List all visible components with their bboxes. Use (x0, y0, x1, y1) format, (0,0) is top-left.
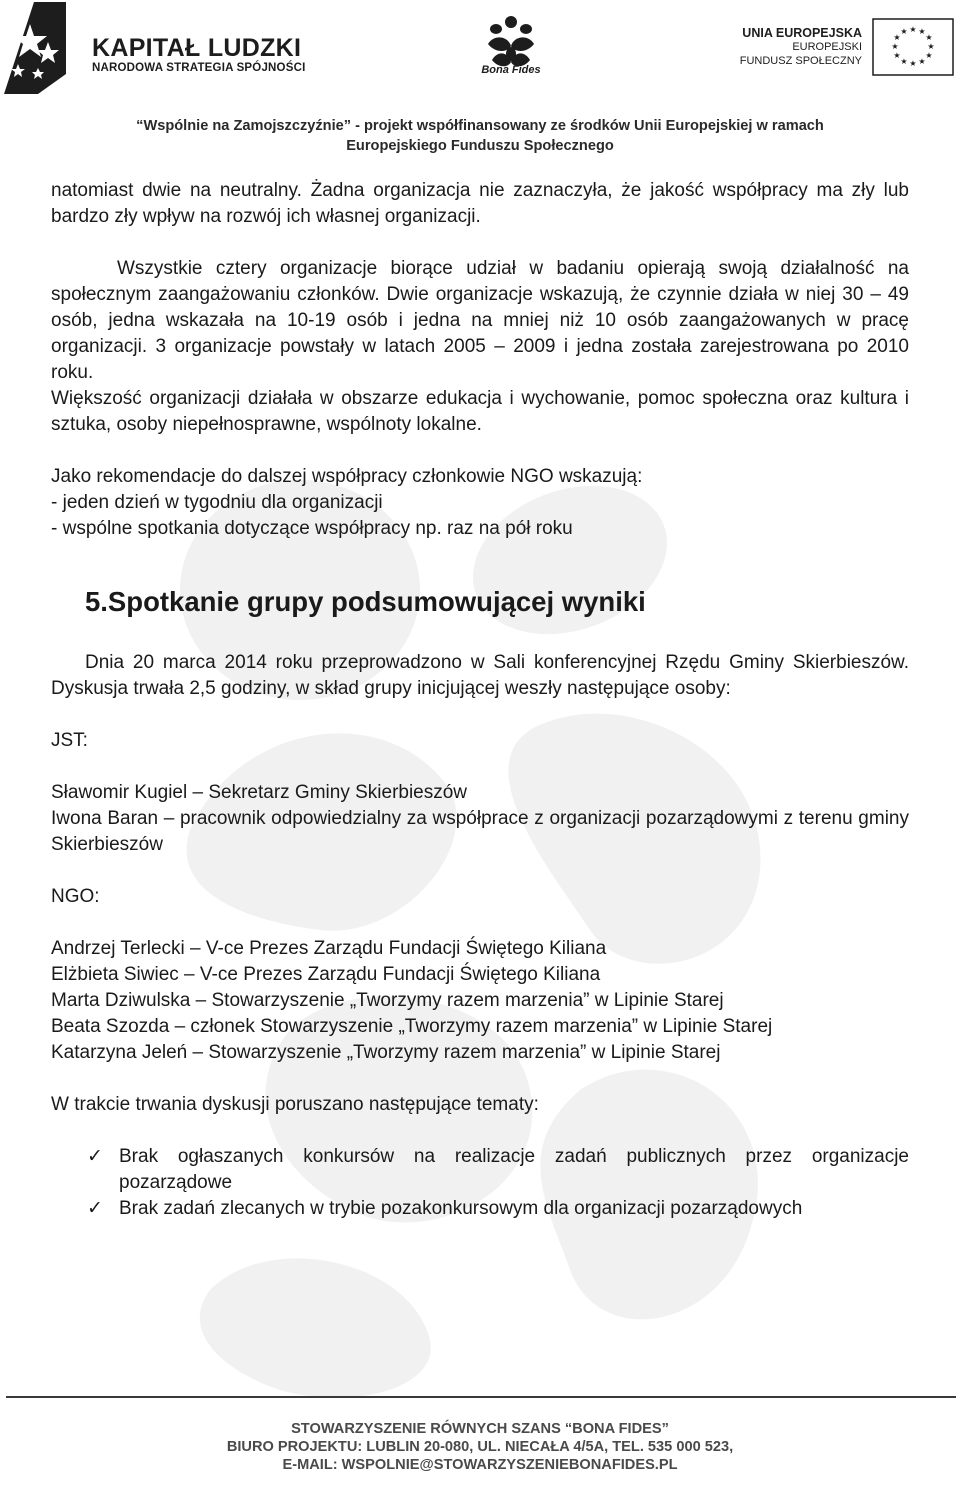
ngo-member: Elżbieta Siwiec – V-ce Prezes Zarządu Fundacji Świętego Kiliana (51, 964, 601, 985)
tagline-line-2: Europejskiego Funduszu Społecznego (346, 138, 614, 154)
paragraph-quality-continuation: natomiast dwie na neutralny. Żadna organizacja nie zaznaczyła, że jakość współpracy ma zły lub bardzo zły wpływ na rozwój ich własnej organizacji. (51, 180, 909, 227)
recommendations-intro: Jako rekomendacje do dalszej współpracy członkowie NGO wskazują: (51, 466, 643, 487)
project-tagline (0, 116, 960, 156)
svg-text:★: ★ (925, 33, 933, 42)
topics-list (51, 1144, 909, 1222)
topics-intro: W trakcie trwania dyskusji poruszano następujące tematy: (51, 1094, 539, 1115)
svg-text:★: ★ (927, 42, 935, 51)
page-header (0, 0, 960, 160)
kapital-ludzki-emblem-icon (4, 2, 86, 94)
tagline-line-1: “Wspólnie na Zamojszczyźnie” - projekt współfinansowany ze środków Unii Europejskiej w ramach (136, 118, 824, 134)
footer-line-1: STOWARZYSZENIE RÓWNYCH SZANS “BONA FIDES” (291, 1421, 669, 1437)
bona-fides-name: Bona Fides (481, 64, 541, 76)
topic-item (51, 1144, 909, 1196)
kapital-ludzki-logo (4, 2, 306, 94)
jst-member: Iwona Baran – pracownik odpowiedzialny za współprace z organizacji pozarządowymi z terenu gminy Skierbieszów (51, 808, 909, 855)
recommendation-item: - wspólne spotkania dotyczące współpracy np. raz na pół roku (51, 518, 573, 539)
document-body (51, 178, 909, 1222)
jst-member: Sławomir Kugiel – Sekretarz Gminy Skierbieszów (51, 782, 468, 803)
svg-text:★: ★ (909, 59, 917, 68)
meeting-paragraph: Dnia 20 marca 2014 roku przeprowadzono w Sali konferencyjnej Rzędu Gminy Skierbieszów. Dyskusja trwała 2,5 godziny, w skład grupy inicjującej weszły następujące osoby: (51, 652, 909, 699)
svg-text:★: ★ (918, 57, 926, 66)
topic-item (51, 1196, 909, 1222)
section-heading: 5.Spotkanie grupy podsumowującej wyniki (85, 586, 646, 617)
eu-line-2: EUROPEJSKI (792, 41, 862, 53)
ngo-member: Andrzej Terlecki – V-ce Prezes Zarządu Fundacji Świętego Kiliana (51, 938, 607, 959)
svg-text:★: ★ (918, 27, 926, 36)
footer-line-3: E-MAIL: WSPOLNIE@STOWARZYSZENIEBONAFIDES.PL (282, 1457, 678, 1473)
svg-text:★: ★ (893, 33, 901, 42)
checkmark-icon: ✓ (87, 1198, 103, 1219)
ngo-label: NGO: (51, 886, 100, 907)
paragraph-organizations: Wszystkie cztery organizacje biorące udział w badaniu opierają swoją działalność na społecznym zaangażowaniu członków. Dwie organizacje wskazują, że czynnie działa w niej 30 – 49 osób, jedna wskazała na 10-19 osób i jedna na mniej niż 10 osób zaangażowanych w pracę organizacji. 3 organizacje powstały w latach 2005 – 2009 i jedna została zarejestrowana po 2010 roku. (51, 258, 909, 383)
recommendation-item: - jeden dzień w tygodniu dla organizacji (51, 492, 383, 513)
svg-text:★: ★ (891, 42, 899, 51)
eu-line-1: UNIA EUROPEJSKA (742, 26, 862, 40)
topic-text: Brak ogłaszanych konkursów na realizacje zadań publicznych przez organizacje pozarządowe (119, 1146, 909, 1193)
eu-line-3: FUNDUSZ SPOŁECZNY (739, 55, 862, 67)
ngo-member: Beata Szozda – członek Stowarzyszenie „Tworzymy razem marzenia” w Lipinie Starej (51, 1016, 773, 1037)
svg-text:★: ★ (900, 57, 908, 66)
ngo-member: Marta Dziwulska – Stowarzyszenie „Tworzymy razem marzenia” w Lipinie Starej (51, 990, 724, 1011)
topic-text: Brak zadań zlecanych w trybie pozakonkursowym dla organizacji pozarządowych (119, 1198, 803, 1219)
kapital-ludzki-subtitle: NARODOWA STRATEGIA SPÓJNOŚCI (92, 62, 306, 74)
footer-divider (6, 1396, 956, 1398)
svg-text:★: ★ (909, 25, 917, 34)
paragraph-areas: Większość organizacji działała w obszarze edukacja i wychowanie, pomoc społeczna oraz kultura i sztuka, osoby niepełnosprawne, wspólnoty lokalne. (51, 388, 909, 435)
eu-flag-icon (872, 18, 954, 76)
kapital-ludzki-title: KAPITAŁ LUDZKI (92, 34, 302, 62)
checkmark-icon: ✓ (87, 1146, 103, 1167)
svg-text:★: ★ (925, 51, 933, 60)
svg-text:★: ★ (893, 51, 901, 60)
jst-label: JST: (51, 730, 88, 751)
svg-text:★: ★ (900, 27, 908, 36)
footer-line-2: BIURO PROJEKTU: LUBLIN 20-080, UL. NIECAŁA 4/5A, TEL. 535 000 523, (226, 1439, 734, 1455)
page-footer (0, 1420, 960, 1474)
ngo-member: Katarzyna Jeleń – Stowarzyszenie „Tworzymy razem marzenia” w Lipinie Starej (51, 1042, 721, 1063)
eu-logo-text (740, 26, 862, 68)
